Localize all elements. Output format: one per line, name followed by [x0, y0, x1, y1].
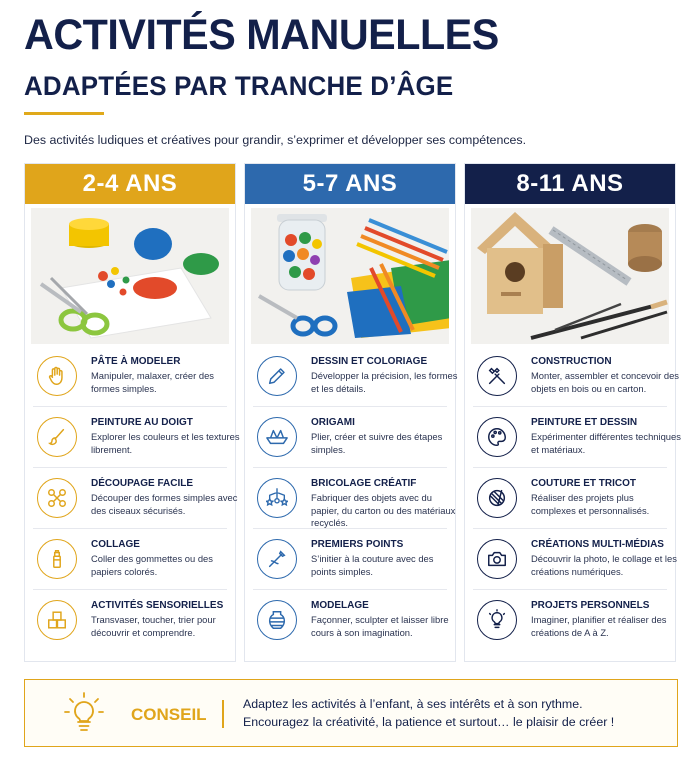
playdough-photo: [31, 208, 229, 344]
title-underline: [24, 112, 104, 115]
activity-description: Découvrir la photo, le collage et les créations numériques.: [531, 553, 677, 577]
vase-icon: [257, 600, 297, 640]
activity-title: CONSTRUCTION: [531, 356, 612, 367]
activity-title: DÉCOUPAGE FACILE: [91, 478, 194, 489]
lightbulb-icon: [61, 690, 107, 736]
blocks-icon: [37, 600, 77, 640]
advice-label: CONSEIL: [131, 705, 207, 724]
activity-item: [253, 529, 447, 590]
activity-title: COLLAGE: [91, 539, 140, 550]
activity-description: Manipuler, malaxer, créer des formes simples.: [91, 370, 214, 394]
activity-description: Plier, créer et suivre des étapes simples.: [311, 431, 443, 455]
age-column-2-4: [24, 163, 240, 662]
activity-item: [473, 590, 667, 651]
activity-description: Transvaser, toucher, trier pour découvrir et comprendre.: [91, 614, 216, 638]
needle-icon: [257, 539, 297, 579]
activity-item: [473, 407, 681, 468]
activity-description: Fabriquer des objets avec du papier, du carton ou des matériaux recyclés.: [311, 492, 456, 529]
activity-title: ACTIVITÉS SENSORIELLES: [91, 600, 224, 611]
pencil-icon: [257, 356, 297, 396]
activity-title: DESSIN ET COLORIAGE: [311, 356, 428, 367]
activity-item: [253, 468, 456, 529]
activity-title: ORIGAMI: [311, 417, 355, 428]
activity-item: [33, 590, 227, 651]
advice-divider: [222, 700, 224, 728]
age-header: 2-4 ANS: [25, 164, 235, 204]
scissors-icon: [37, 478, 77, 518]
activity-description: Développer la précision, les formes et les détails.: [311, 370, 458, 394]
activity-description: S’initier à la couture avec des points simples.: [311, 553, 434, 577]
page-subtitle: ADAPTÉES PAR TRANCHE D’ÂGE: [24, 71, 454, 101]
activity-item: [473, 529, 677, 590]
activity-title: PEINTURE AU DOIGT: [91, 417, 193, 428]
activity-description: Expérimenter différentes techniques et matériaux.: [531, 431, 681, 455]
camera-icon: [477, 539, 517, 579]
activity-title: PROJETS PERSONNELS: [531, 600, 650, 611]
activity-item: [33, 407, 240, 468]
activity-item: [253, 590, 447, 651]
activity-description: Découper des formes simples avec des ciseaux sécurisés.: [91, 492, 238, 516]
activity-description: Monter, assembler et concevoir des objets en bois ou en carton.: [531, 370, 679, 394]
yarn-icon: [477, 478, 517, 518]
advice-box: [24, 679, 678, 747]
activity-description: Explorer les couleurs et les textures librement.: [91, 431, 240, 455]
activity-item: [33, 529, 227, 590]
page-title: ACTIVITÉS MANUELLES: [24, 11, 499, 59]
activity-item: [473, 468, 667, 529]
tools-icon: [477, 356, 517, 396]
activity-title: BRICOLAGE CRÉATIF: [311, 478, 417, 489]
activity-title: PREMIERS POINTS: [311, 539, 404, 550]
paper-boat-icon: [257, 417, 297, 457]
activity-description: Façonner, sculpter et laisser libre cours à son imagination.: [311, 614, 449, 638]
activity-item: [33, 468, 238, 529]
age-column-8-11: [464, 163, 681, 662]
mobile-icon: [257, 478, 297, 518]
lightbulb-icon: [477, 600, 517, 640]
glue-stick-icon: [37, 539, 77, 579]
activity-title: PÂTE À MODELER: [91, 356, 181, 367]
activity-title: CRÉATIONS MULTI-MÉDIAS: [531, 539, 664, 550]
advice-text: [243, 695, 614, 731]
activity-description: Coller des gommettes ou des papiers colorés.: [91, 553, 213, 577]
advice-line: Adaptez les activités à l’enfant, à ses intérêts et à son rythme.: [243, 697, 583, 711]
activity-item: [473, 346, 679, 407]
activity-description: Imaginer, planifier et réaliser des créations de A à Z.: [531, 614, 667, 638]
birdhouse-photo: [471, 208, 669, 344]
activity-title: MODELAGE: [311, 600, 369, 611]
activity-title: PEINTURE ET DESSIN: [531, 417, 638, 428]
hand-icon: [37, 356, 77, 396]
activity-description: Réaliser des projets plus complexes et personnalisés.: [531, 492, 650, 516]
activity-item: [253, 407, 447, 468]
age-header: 8-11 ANS: [465, 164, 675, 204]
activity-item: [33, 346, 227, 407]
paintbrush-icon: [37, 417, 77, 457]
advice-line: Encouragez la créativité, la patience et surtout… le plaisir de créer !: [243, 715, 615, 729]
activity-title: COUTURE ET TRICOT: [531, 478, 636, 489]
age-column-5-7: [244, 163, 456, 662]
age-header: 5-7 ANS: [245, 164, 455, 204]
intro-text: Des activités ludiques et créatives pour grandir, s’exprimer et développer ses compétences.: [24, 133, 527, 147]
activity-item: [253, 346, 458, 407]
drawing-supplies-photo: [251, 208, 449, 344]
palette-icon: [477, 417, 517, 457]
